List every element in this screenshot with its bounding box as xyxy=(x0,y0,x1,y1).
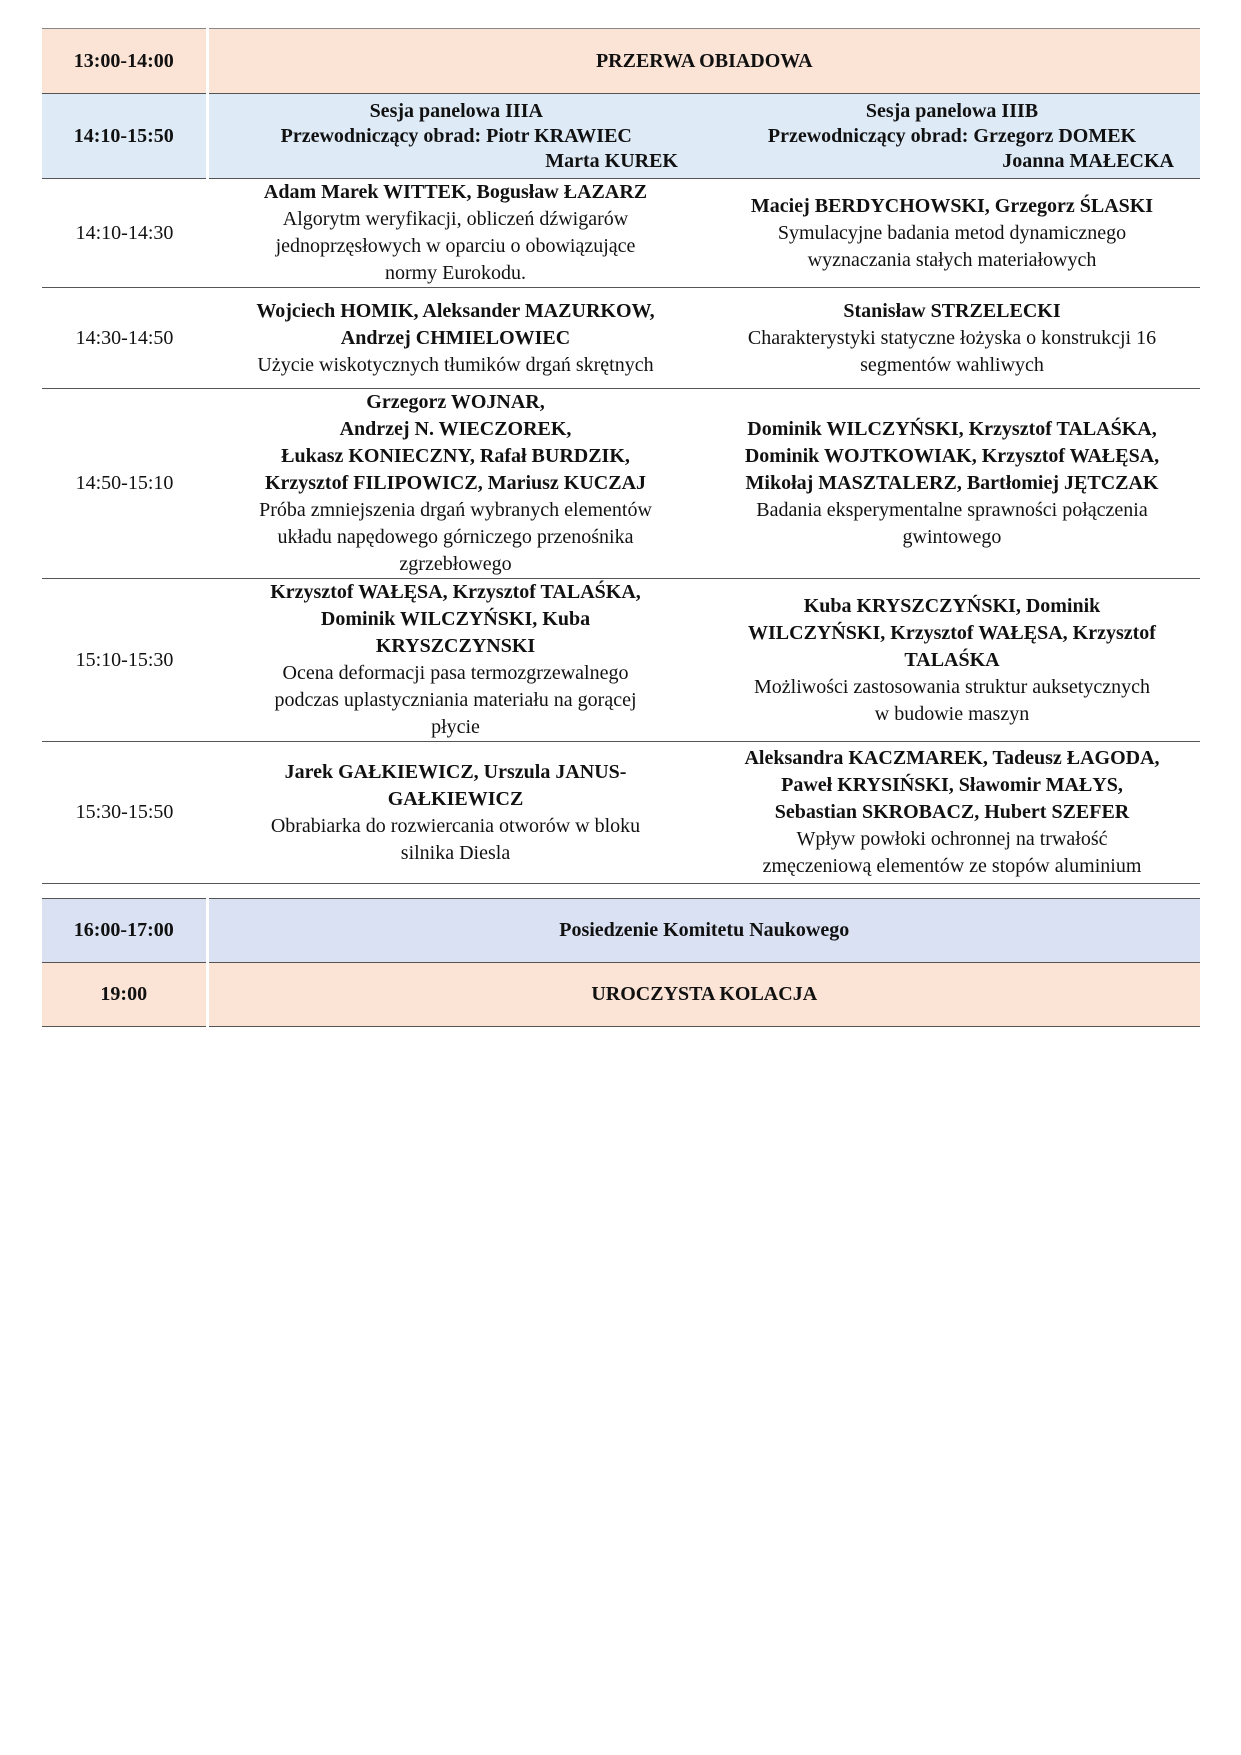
paper-authors-line: Dominik WOJTKOWIAK, Krzysztof WAŁĘSA, xyxy=(744,445,1160,467)
paper-title-line: Symulacyjne badania metod dynamicznego xyxy=(777,221,1127,244)
paper-a xyxy=(207,389,704,579)
paper-title-line: Badania eksperymentalne sprawności połączenia xyxy=(756,499,1148,521)
paper-authors-line: Andrzej CHMIELOWIEC xyxy=(340,326,571,349)
paper-b xyxy=(704,288,1200,389)
paper-a xyxy=(207,742,704,884)
paper-authors-line: Jarek GAŁKIEWICZ, Urszula JANUS- xyxy=(284,760,627,783)
paper-title-line: jednoprzęsłowych w oparciu o obowiązujące xyxy=(275,235,636,257)
slot-time: 14:10-14:30 xyxy=(42,179,207,288)
paper-authors-line: KRYSZCZYNSKI xyxy=(375,635,536,657)
paper-a xyxy=(207,288,704,389)
dinner-label: UROCZYSTA KOLACJA xyxy=(207,963,1200,1027)
paper-title-line: Użycie wiskotycznych tłumików drgań skrętnych xyxy=(257,353,654,376)
committee-label: Posiedzenie Komitetu Naukowego xyxy=(207,899,1200,963)
dinner-row xyxy=(42,963,1200,1027)
session-a-title: Sesja panelowa IIIA xyxy=(369,99,543,122)
paper-authors-line: Dominik WILCZYŃSKI, Kuba xyxy=(320,608,591,630)
paper-title-line: Algorytm weryfikacji, obliczeń dźwigarów xyxy=(282,208,629,230)
paper-authors-line: Maciej BERDYCHOWSKI, Grzegorz ŚLASKI xyxy=(750,194,1154,217)
paper-title-line: Obrabiarka do rozwiercania otworów w bloku xyxy=(270,814,641,837)
paper-title-line: silnika Diesla xyxy=(400,841,511,864)
paper-authors-line: Mikołaj MASZTALERZ, Bartłomiej JĘTCZAK xyxy=(745,472,1159,494)
paper-authors-line: Stanisław STRZELECKI xyxy=(843,299,1061,322)
paper-title-line: Ocena deformacji pasa termozgrzewalnego xyxy=(282,662,629,684)
session-b-chair: Przewodniczący obrad: Grzegorz DOMEK xyxy=(767,124,1137,147)
paper-authors-line: Krzysztof WAŁĘSA, Krzysztof TALAŚKA, xyxy=(270,581,641,603)
slot-time: 15:30-15:50 xyxy=(42,742,207,884)
paper-authors-line: Adam Marek WITTEK, Bogusław ŁAZARZ xyxy=(263,181,648,203)
paper-title-line: wyznaczania stałych materiałowych xyxy=(807,248,1097,271)
session-header-row xyxy=(42,94,1200,179)
paper-authors-line: Łukasz KONIECZNY, Rafał BURDZIK, xyxy=(281,445,630,467)
paper-title-line: układu napędowego górniczego przenośnika xyxy=(277,526,634,548)
paper-authors-line: Grzegorz WOJNAR, xyxy=(366,391,545,413)
lunch-time: 13:00-14:00 xyxy=(42,29,207,94)
paper-authors-line: Wojciech HOMIK, Aleksander MAZURKOW, xyxy=(256,299,655,322)
lunch-label: PRZERWA OBIADOWA xyxy=(207,29,1200,94)
paper-authors-line: Andrzej N. WIECZOREK, xyxy=(339,418,572,440)
paper-title-line: Możliwości zastosowania struktur auksetycznych xyxy=(753,675,1150,698)
paper-authors-line: Aleksandra KACZMAREK, Tadeusz ŁAGODA, xyxy=(744,747,1160,769)
session-b-title: Sesja panelowa IIIB xyxy=(865,99,1039,122)
schedule-table xyxy=(42,28,1200,1027)
lunch-row xyxy=(42,29,1200,94)
paper-authors-line: Sebastian SKROBACZ, Hubert SZEFER xyxy=(774,801,1130,823)
paper-authors-line: Paweł KRYSIŃSKI, Sławomir MAŁYS, xyxy=(781,774,1123,796)
paper-authors-line: Dominik WILCZYŃSKI, Krzysztof TALAŚKA, xyxy=(747,418,1157,440)
dinner-time: 19:00 xyxy=(42,963,207,1027)
paper-b xyxy=(704,742,1200,884)
session-b-header xyxy=(704,94,1200,179)
slot-time: 14:30-14:50 xyxy=(42,288,207,389)
session-a-chair: Przewodniczący obrad: Piotr KRAWIEC xyxy=(280,124,632,147)
paper-title-line: płycie xyxy=(431,716,480,738)
paper-title-line: zgrzebłowego xyxy=(399,553,512,575)
slot-time: 14:50-15:10 xyxy=(42,389,207,579)
paper-authors-line: TALAŚKA xyxy=(904,648,1000,671)
session-a-header xyxy=(207,94,704,179)
paper-title-line: w budowie maszyn xyxy=(874,702,1030,725)
paper-b xyxy=(704,389,1200,579)
paper-title-line: Wpływ powłoki ochronnej na trwałość xyxy=(796,828,1108,850)
slot-row xyxy=(42,179,1200,288)
paper-title-line: zmęczeniową elementów ze stopów aluminium xyxy=(762,855,1142,877)
committee-row xyxy=(42,899,1200,963)
session-b-chair2: Joanna MAŁECKA xyxy=(1002,149,1174,172)
slot-time: 15:10-15:30 xyxy=(42,579,207,742)
slot-row xyxy=(42,579,1200,742)
gap-row xyxy=(42,884,1200,899)
slot-row xyxy=(42,288,1200,389)
paper-title-line: gwintowego xyxy=(902,526,1002,548)
paper-authors-line: Krzysztof FILIPOWICZ, Mariusz KUCZAJ xyxy=(264,472,647,494)
session-time: 14:10-15:50 xyxy=(42,94,207,179)
paper-authors-line: GAŁKIEWICZ xyxy=(387,787,524,810)
paper-authors-line: Kuba KRYSZCZYŃSKI, Dominik xyxy=(803,594,1101,617)
paper-b xyxy=(704,579,1200,742)
paper-title-line: Charakterystyki statyczne łożyska o konstrukcji 16 xyxy=(747,326,1157,349)
paper-a xyxy=(207,579,704,742)
paper-title-line: segmentów wahliwych xyxy=(860,353,1044,376)
paper-title-line: podczas uplastyczniania materiału na gorącej xyxy=(274,689,637,711)
slot-row xyxy=(42,742,1200,884)
session-a-chair2: Marta KUREK xyxy=(545,149,678,172)
paper-title-line: normy Eurokodu. xyxy=(384,262,527,284)
committee-time: 16:00-17:00 xyxy=(42,899,207,963)
paper-authors-line: WILCZYŃSKI, Krzysztof WAŁĘSA, Krzysztof xyxy=(748,621,1156,644)
paper-a xyxy=(207,179,704,288)
paper-title-line: Próba zmniejszenia drgań wybranych elementów xyxy=(259,499,652,521)
slot-row xyxy=(42,389,1200,579)
paper-b xyxy=(704,179,1200,288)
